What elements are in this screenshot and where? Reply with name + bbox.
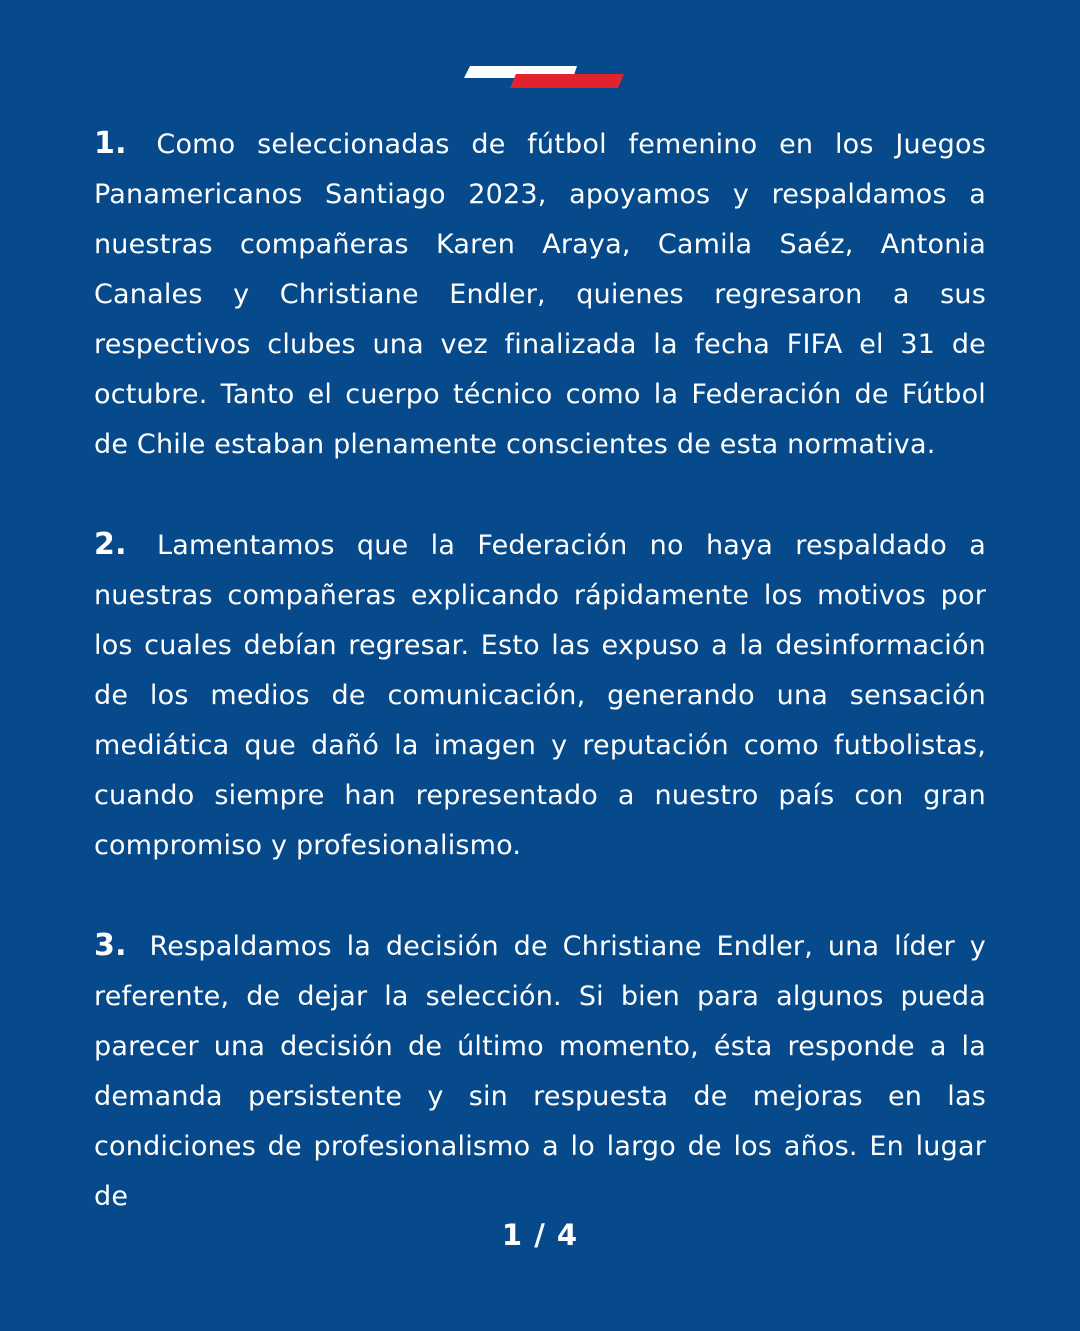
paragraph-1-text: Como seleccionadas de fútbol femenino en los Juegos Panamericanos Santiago 2023, apoyamos y respaldamos a nuestras compañeras Karen Araya, Camila Saéz, Antonia Canales y Christiane Endler, quienes regresaron a sus respectivos clubes una vez finalizada la fecha FIFA el 31 de octubre. Tanto el cuerpo técnico como la Federación de Fútbol de Chile estaban plenamente conscientes de esta normativa. [94,129,986,460]
paragraph-2 [94,520,986,871]
statement-body [94,119,986,1272]
flag-red-stripe [510,74,624,88]
paragraph-3-number: 3. [94,928,127,963]
chile-flag-stripes-icon [462,62,626,90]
paragraph-1-number: 1. [94,126,127,161]
page-indicator: 1 / 4 [501,1218,579,1252]
paragraph-1 [94,119,986,470]
paragraph-3-text: Respaldamos la decisión de Christiane Endler, una líder y referente, de dejar la selección. Si bien para algunos pueda parecer una decisión de último momento, ésta responde a la demanda persistente y sin respuesta de mejoras en las condiciones de profesionalismo a lo largo de los años. En lugar de [94,931,986,1212]
paragraph-3 [94,921,986,1222]
paragraph-2-text: Lamentamos que la Federación no haya respaldado a nuestras compañeras explicando rápidamente los motivos por los cuales debían regresar. Esto las expuso a la desinformación de los medios de comunicación, generando una sensación mediática que dañó la imagen y reputación como futbolistas, cuando siempre han representado a nuestro país con gran compromiso y profesionalismo. [94,530,986,861]
paragraph-2-number: 2. [94,527,127,562]
